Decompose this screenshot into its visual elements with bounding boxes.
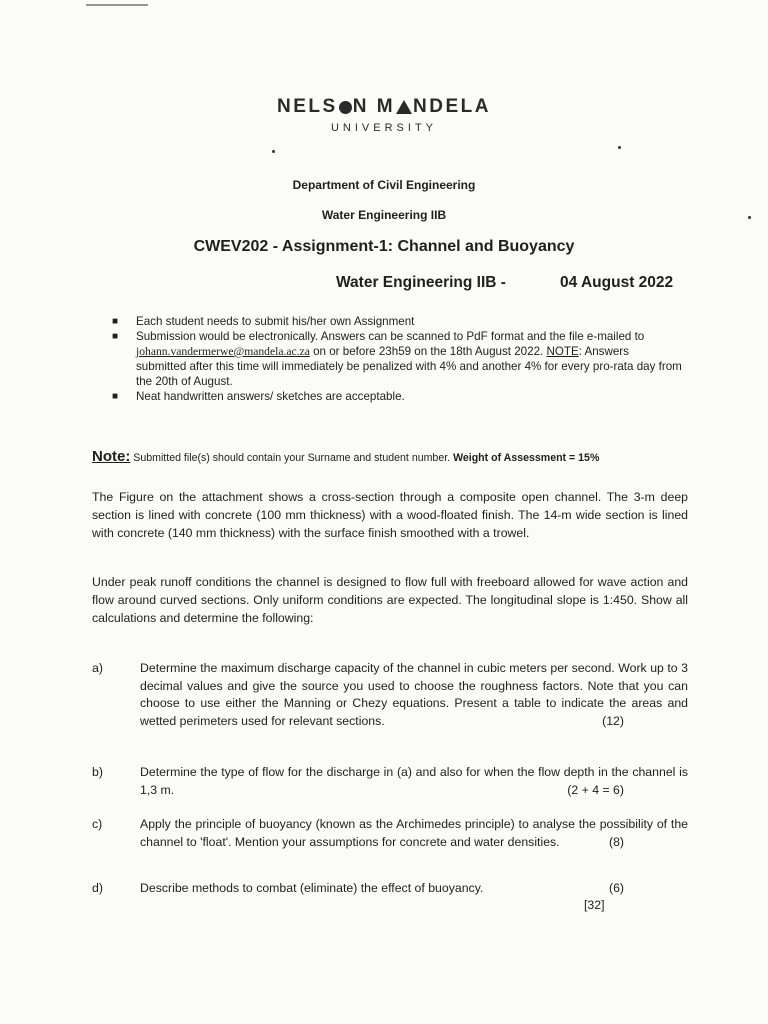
late-note-label: NOTE <box>546 345 579 358</box>
channel-description: The Figure on the attachment shows a cross-section through a composite open channel. The 3-m deep section is lined with concrete (100 mm thickness) with a wood-floated finish. The 14-m wide section is lined with concrete (140 mm thickness) with the surface finish smoothed with a trowel. <box>92 490 688 540</box>
scan-speck <box>272 150 275 153</box>
question-marks: (2 + 4 = 6) <box>567 782 624 797</box>
bullet-icon: ■ <box>112 316 119 327</box>
assessment-weight: Weight of Assessment = 15% <box>453 452 600 464</box>
logo-wordmark: NELS N M NDELA <box>277 96 491 117</box>
module-name: Water Engineering IIB <box>321 208 447 222</box>
question-label: c) <box>92 817 103 831</box>
question-label: b) <box>92 765 103 779</box>
scan-artifact <box>86 4 148 6</box>
assignment-subtitle: Water Engineering IIB - <box>336 274 506 291</box>
question-c <box>92 816 692 851</box>
bullet-icon: ■ <box>112 331 119 342</box>
logo-university-text: UNIVERSITY <box>330 122 437 134</box>
flow-conditions: Under peak runoff conditions the channel is designed to flow full with freeboard allowed for wave action and flow around curved sections. Only uniform conditions are expected. The longitudinal slope is 1:450. Show all calculations and determine the following: <box>92 575 688 625</box>
question-text: Determine the maximum discharge capacity of the channel in cubic meters per second. Work up to 3 decimal values and give the source you used to choose the roughness factors. Note that you can choose to use either the Manning or Chezy equations. Present a table to indicate the areas and wetted perimeters used for relevant sections. <box>140 661 688 728</box>
logo-triangle-icon <box>396 100 412 114</box>
question-marks: (6) <box>608 881 624 895</box>
question-text: Determine the type of flow for the discharge in (a) and also for when the flow depth in the channel is 1,3 m. <box>140 765 688 797</box>
question-label: a) <box>92 661 103 675</box>
question-marks: (12) <box>602 713 624 728</box>
question-text: Describe methods to combat (eliminate) the effect of buoyancy. <box>140 881 484 895</box>
submission-email-link[interactable]: johann.vandermerwe@mandela.ac.za <box>136 345 310 358</box>
scan-speck <box>618 146 621 149</box>
question-b <box>92 764 692 799</box>
question-label: d) <box>92 881 103 895</box>
assignment-title: CWEV202 - Assignment-1: Channel and Buoyancy <box>193 238 575 255</box>
total-marks: [32] <box>584 898 605 912</box>
university-logo <box>0 96 768 134</box>
question-text: Apply the principle of buoyancy (known as the Archimedes principle) to analyse the possibility of the channel to 'float'. Mention your assumptions for concrete and water densities. <box>140 817 688 849</box>
logo-circle-icon <box>339 101 352 114</box>
instruction-list <box>112 314 682 404</box>
question-d <box>92 880 692 898</box>
assignment-date: 04 August 2022 <box>560 274 674 291</box>
submission-note <box>92 448 692 465</box>
bullet-icon: ■ <box>112 391 119 402</box>
instruction-item: ■ Neat handwritten answers/ sketches are acceptable. <box>112 390 405 403</box>
instruction-item: ■ Each student needs to submit his/her own Assignment <box>112 315 415 328</box>
question-a <box>92 660 692 730</box>
instruction-item: ■ Submission would be electronically. Answers can be scanned to PdF format and the file e-mailed to johann.vandermerwe@mandela.ac.za on or before 23h59 on the 18th August 2022. NOTE: Answers submitted after this time will immediately be penalized with 4% and another 4% for every pro-rata day from the 20th of August. <box>112 330 682 388</box>
question-marks: (8) <box>608 834 624 849</box>
note-label: Note: <box>92 448 131 465</box>
department-name: Department of Civil Engineering <box>292 178 476 192</box>
note-text: Submitted file(s) should contain your Surname and student number. <box>133 452 451 464</box>
